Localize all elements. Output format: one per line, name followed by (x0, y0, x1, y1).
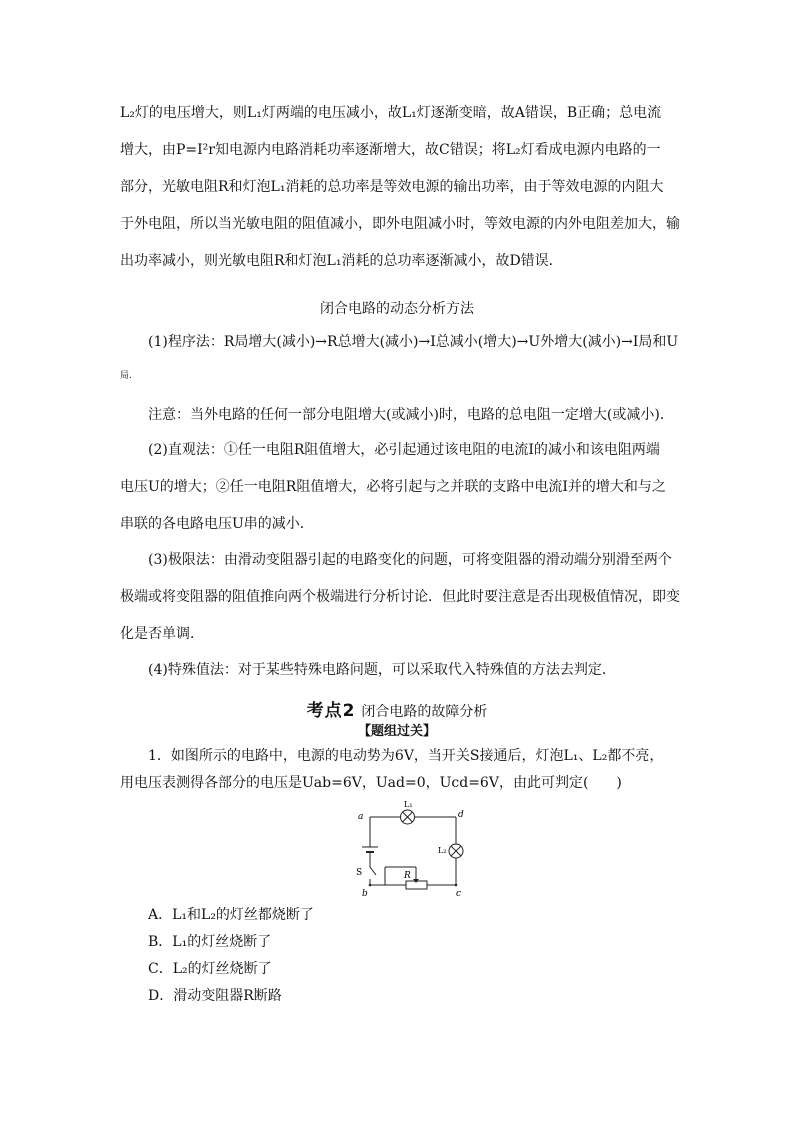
lamp-l1-icon (401, 810, 415, 824)
lamp-l2-icon (449, 844, 463, 858)
explanation-line: 增大，由P=I²r知电源内电路消耗功率逐渐增大，故C错误；将L₂灯看成电源内电路的一 (120, 142, 661, 158)
explanation-line: L₂灯的电压增大，则L₁灯两端的电压减小，故L₁灯逐渐变暗，故A错误，B正确；总电流 (120, 105, 662, 121)
section-number: 考点2 (306, 701, 356, 721)
method-1-tail: 局. (120, 371, 132, 381)
subheading: 【题组过关】 (357, 724, 436, 739)
circuit-diagram (350, 795, 470, 900)
section-heading (0, 696, 794, 721)
method-2-line: 串联的各电路电压U串的减小． (120, 516, 314, 532)
option-c: C．L₂的灯丝烧断了 (148, 961, 272, 977)
method-1-line: (1)程序法：R局增大(减小)→R总增大(减小)→I总减小(增大)→U外增大(减小)→I局和U (148, 334, 679, 350)
question-line: 用电压表测得各部分的电压是Uab=6V，Uad=0，Ucd=6V，由此可判定( ) (120, 775, 622, 791)
method-title: 闭合电路的动态分析方法 (320, 301, 474, 317)
node-d-label: d (458, 810, 464, 820)
lamp-l1-label: L₁ (404, 800, 413, 809)
lamp-l2-label: L₂ (438, 846, 447, 855)
explanation-line: 出功率减小，则光敏电阻R和灯泡L₁消耗的总功率逐渐减小，故D错误． (120, 253, 563, 269)
option-a: A．L₁和L₂的灯丝都烧断了 (148, 907, 314, 923)
explanation-line: 于外电阻，所以当光敏电阻的阻值减小，即外电阻减小时，等效电源的内外电阻差加大，输 (120, 216, 680, 232)
method-4: (4)特殊值法：对于某些特殊电路问题，可以采取代入特殊值的方法去判定． (148, 662, 616, 678)
method-2 (120, 432, 678, 543)
switch-label: S (356, 868, 363, 878)
explanation-line: 部分，光敏电阻R和灯泡L₁消耗的总功率是等效电源的输出功率，由于等效电源的内阻大 (120, 179, 664, 195)
node-b-label: b (362, 889, 368, 899)
method-3 (120, 542, 678, 653)
method-3-line: 极端或将变阻器的阻值推向两个极端进行分析讨论．但此时要注意是否出现极值情况，即变 (120, 589, 680, 605)
method-2-line: 电压U的增大；②任一电阻R阻值增大，必将引起与之并联的支路中电流I并的增大和与之 (120, 479, 666, 495)
option-d: D．滑动变阻器R断路 (148, 988, 282, 1004)
node-a-label: a (358, 812, 364, 822)
question-stem (120, 743, 680, 797)
section-title: 闭合电路的故障分析 (361, 704, 488, 720)
note-text: 注意：当外电路的任何一部分电阻增大(或减小)时，电路的总电阻一定增大(或减小)． (148, 407, 674, 423)
node-c-label: c (456, 889, 462, 899)
method-2-line: (2)直观法：①任一电阻R阻值增大，必引起通过该电阻的电流I的减小和该电阻两端 (148, 442, 660, 458)
method-3-line: (3)极限法：由滑动变阻器引起的电路变化的问题，可将变阻器的滑动端分别滑至两个 (148, 552, 672, 568)
question-line: 1．如图所示的电路中，电源的电动势为6V，当开关S接通后，灯泡L₁、L₂都不亮， (148, 748, 664, 764)
method-3-line: 化是否单调． (120, 626, 204, 642)
rheostat-label: R (404, 871, 411, 881)
option-b: B．L₁的灯丝烧断了 (148, 934, 272, 950)
explanation-paragraph (120, 95, 678, 280)
method-1 (148, 324, 688, 360)
